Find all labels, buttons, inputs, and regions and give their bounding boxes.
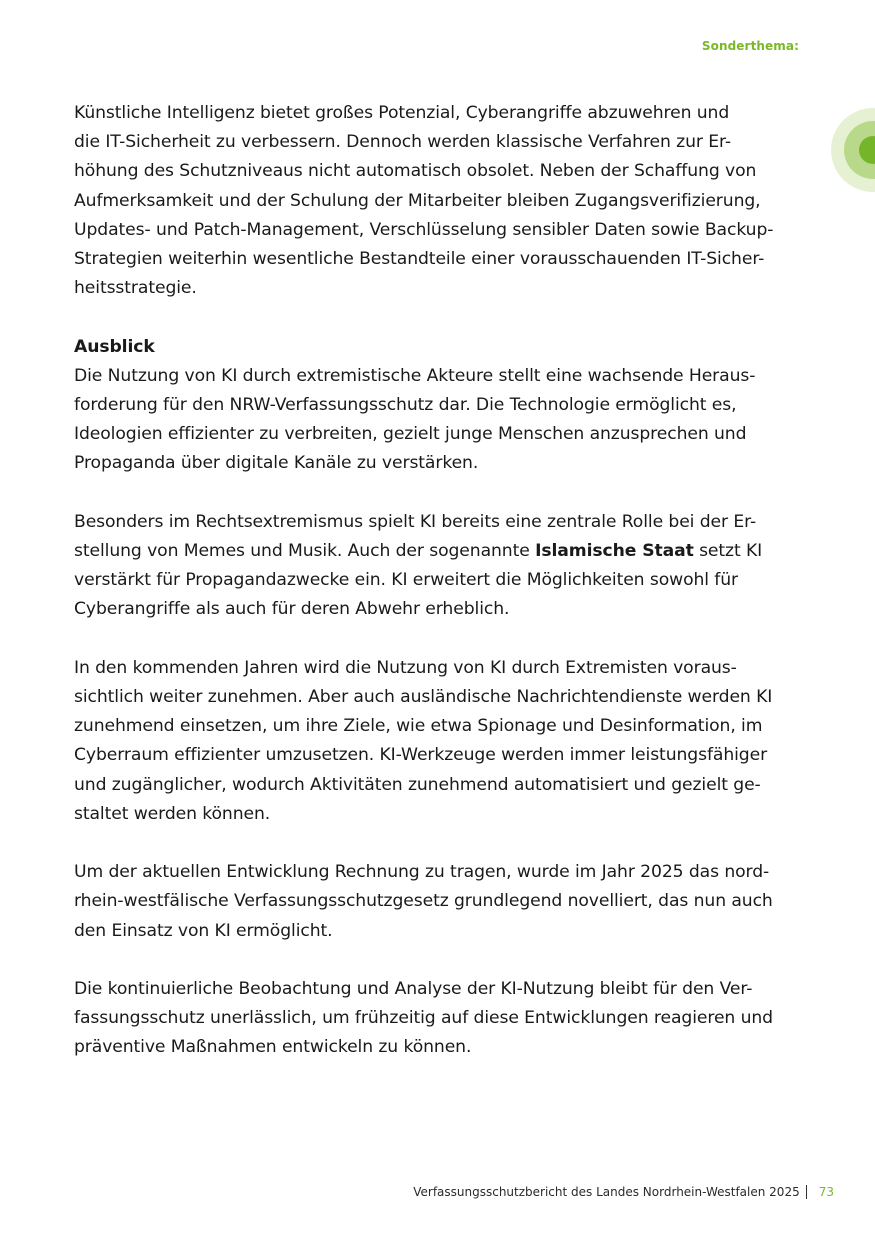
text-line: Um der aktuellen Entwicklung Rechnung zu tragen, wurde im Jahr 2025 das nord- (74, 862, 770, 883)
text-line: verstärkt für Propagandazwecke ein. KI erweitert die Möglichkeiten sowohl für (74, 570, 739, 591)
text-line: heitsstrategie. (74, 278, 197, 299)
paragraph-outlook (74, 654, 800, 829)
text-line: In den kommenden Jahren wird die Nutzung von KI durch Extremisten voraus- (74, 657, 737, 678)
text-line: die IT-Sicherheit zu verbessern. Dennoch werden klassische Verfahren zur Er- (74, 132, 731, 153)
text-line: staltet werden können. (74, 803, 271, 824)
text-line: Cyberangriffe als auch für deren Abwehr erheblich. (74, 599, 510, 620)
text-fragment: stellung von Memes und Musik. Auch der sogenannte (74, 541, 536, 562)
text-line: präventive Maßnahmen entwickeln zu können. (74, 1037, 472, 1058)
paragraph-right-extremism (74, 508, 800, 625)
section-label: Sonderthema: (701, 39, 799, 53)
bold-term: Islamische Staat (535, 541, 694, 562)
body-text (74, 99, 800, 1092)
page-footer (413, 1185, 834, 1199)
text-line: Besonders im Rechtsextremismus spielt KI bereits eine zentrale Rolle bei der Er- (74, 511, 757, 532)
text-line: höhung des Schutzniveaus nicht automatisch obsolet. Neben der Schaffung von (74, 161, 757, 182)
text-line (74, 537, 800, 566)
text-line: Ideologien effizienter zu verbreiten, gezielt junge Menschen anzusprechen und (74, 424, 747, 445)
heading-ausblick: Ausblick (74, 336, 155, 357)
paragraph-usage (74, 362, 800, 479)
report-title: Verfassungsschutzbericht des Landes Nordrhein-Westfalen 2025 (413, 1185, 800, 1199)
text-line: Cyberraum effizienter umzusetzen. KI-Werkzeuge werden immer leistungsfähiger (74, 745, 768, 766)
footer-divider (806, 1185, 807, 1199)
text-line: Die kontinuierliche Beobachtung und Analyse der KI-Nutzung bleibt für den Ver- (74, 979, 753, 1000)
paragraph-conclusion (74, 975, 800, 1063)
text-line: zunehmend einsetzen, um ihre Ziele, wie etwa Spionage und Desinformation, im (74, 716, 763, 737)
paragraph-law (74, 858, 800, 946)
text-line: Künstliche Intelligenz bietet großes Potenzial, Cyberangriffe abzuwehren und (74, 103, 730, 123)
text-line: Die Nutzung von KI durch extremistische Akteure stellt eine wachsende Heraus- (74, 365, 756, 386)
text-line: Propaganda über digitale Kanäle zu verstärken. (74, 453, 479, 474)
paragraph-intro (74, 99, 800, 303)
text-line: forderung für den NRW-Verfassungsschutz dar. Die Technologie ermöglicht es, (74, 395, 737, 416)
text-line: rhein-westfälische Verfassungsschutzgesetz grundlegend novelliert, das nun auch (74, 891, 773, 912)
text-fragment: setzt KI (693, 541, 763, 562)
page-number: 73 (818, 1185, 834, 1199)
text-line: fassungsschutz unerlässlich, um frühzeitig auf diese Entwicklungen reagieren und (74, 1008, 773, 1029)
text-line: Strategien weiterhin wesentliche Bestandteile einer vorausschauenden IT-Sicher- (74, 249, 765, 270)
text-line: Updates- und Patch-Management, Verschlüsselung sensibler Daten sowie Backup- (74, 219, 774, 240)
text-line: und zugänglicher, wodurch Aktivitäten zunehmend automatisiert und gezielt ge- (74, 774, 761, 795)
text-line: sichtlich weiter zunehmen. Aber auch ausländische Nachrichtendienste werden KI (74, 687, 773, 708)
text-line: Aufmerksamkeit und der Schulung der Mitarbeiter bleiben Zugangsverifizierung, (74, 190, 761, 211)
text-line: den Einsatz von KI ermöglicht. (74, 920, 333, 941)
decorative-circles-icon (831, 108, 875, 192)
